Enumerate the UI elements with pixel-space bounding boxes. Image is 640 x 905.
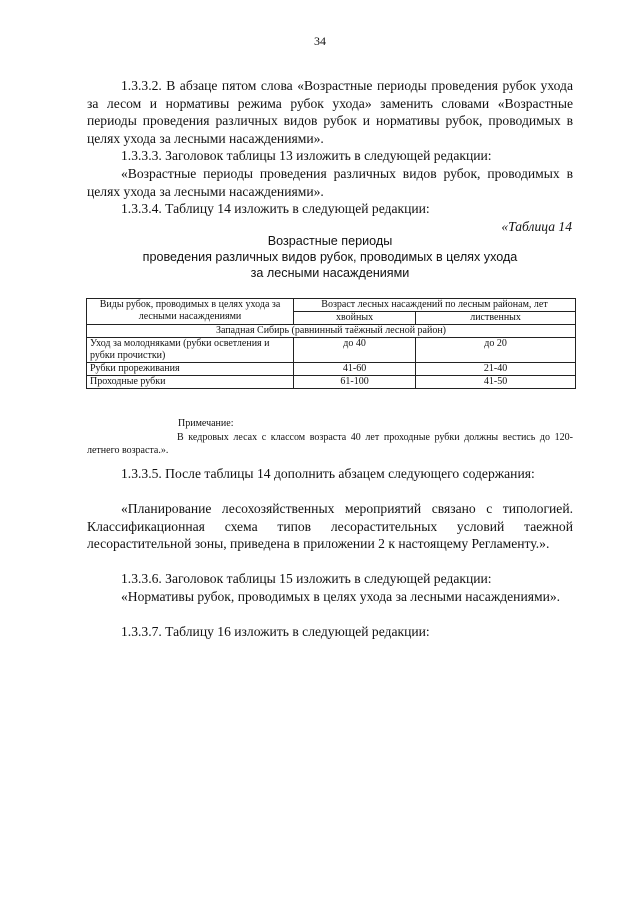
header-coniferous: хвойных: [294, 312, 416, 325]
row-deciduous: 41-50: [416, 376, 576, 389]
table-row: [87, 376, 576, 389]
header-cutting-types: Виды рубок, проводимых в целях ухода за лесными насаждениями: [87, 299, 294, 325]
row-name: Уход за молодняками (рубки осветления и рубки прочистки): [87, 338, 294, 363]
row-name: Проходные рубки: [87, 376, 294, 389]
row-deciduous: до 20: [416, 338, 576, 363]
paragraph-1-3-3-7: 1.3.3.7. Таблицу 16 изложить в следующей редакции:: [121, 624, 430, 639]
header-age-group: Возраст лесных насаждений по лесным районам, лет: [294, 299, 576, 312]
table-row: [87, 338, 576, 363]
table-title-line-2: проведения различных видов рубок, проводимых в целях ухода: [142, 250, 518, 264]
paragraph-1-3-3-3: 1.3.3.3. Заголовок таблицы 13 изложить в следующей редакции:: [121, 148, 492, 163]
table-14: [86, 298, 576, 389]
paragraph-1-3-3-6: 1.3.3.6. Заголовок таблицы 15 изложить в следующей редакции:: [121, 571, 492, 586]
row-coniferous: 61-100: [294, 376, 416, 389]
table-row: [87, 363, 576, 376]
paragraph-1-3-3-5: 1.3.3.5. После таблицы 14 дополнить абзацем следующего содержания:: [121, 466, 535, 481]
table-title-line-1: Возрастные периоды: [267, 234, 393, 248]
table-title-line-3: за лесными насаждениями: [250, 266, 410, 280]
row-coniferous: 41-60: [294, 363, 416, 376]
table-14-label: «Таблица 14: [501, 219, 572, 234]
page-number: 34: [314, 34, 326, 48]
table-14-title: [87, 233, 573, 281]
paragraph-table15-title: «Нормативы рубок, проводимых в целях ухода за лесными насаждениями».: [121, 589, 561, 604]
paragraph-typology: «Планирование лесохозяйственных мероприятий связано с типологией. Классификационная схема типов лесорастительных условий таежной лесорастительной зоны, приведена в приложении 2 к настоящему Регламенту.».: [87, 501, 573, 551]
paragraph-1-3-3-4: 1.3.3.4. Таблицу 14 изложить в следующей редакции:: [121, 201, 430, 216]
paragraph-table13-title: «Возрастные периоды проведения различных видов рубок, проводимых в целях ухода за лесными насаждениями».: [87, 166, 573, 199]
table-note-heading: Примечание:: [178, 418, 234, 429]
region-row: Западная Сибирь (равнинный таёжный лесной район): [87, 325, 576, 338]
row-coniferous: до 40: [294, 338, 416, 363]
table-note-body: В кедровых лесах с классом возраста 40 лет проходные рубки должны вестись до 120-летнего возраста.».: [87, 432, 573, 456]
header-deciduous: лиственных: [416, 312, 576, 325]
row-name: Рубки прореживания: [87, 363, 294, 376]
row-deciduous: 21-40: [416, 363, 576, 376]
paragraph-1-3-3-2: 1.3.3.2. В абзаце пятом слова «Возрастные периоды проведения рубок ухода за лесом и нормативы режима рубок ухода» заменить словами «Возрастные периоды проведения различных видов рубок и нормативы рубок, проводимых в целях ухода за лесными насаждениями».: [87, 78, 573, 146]
